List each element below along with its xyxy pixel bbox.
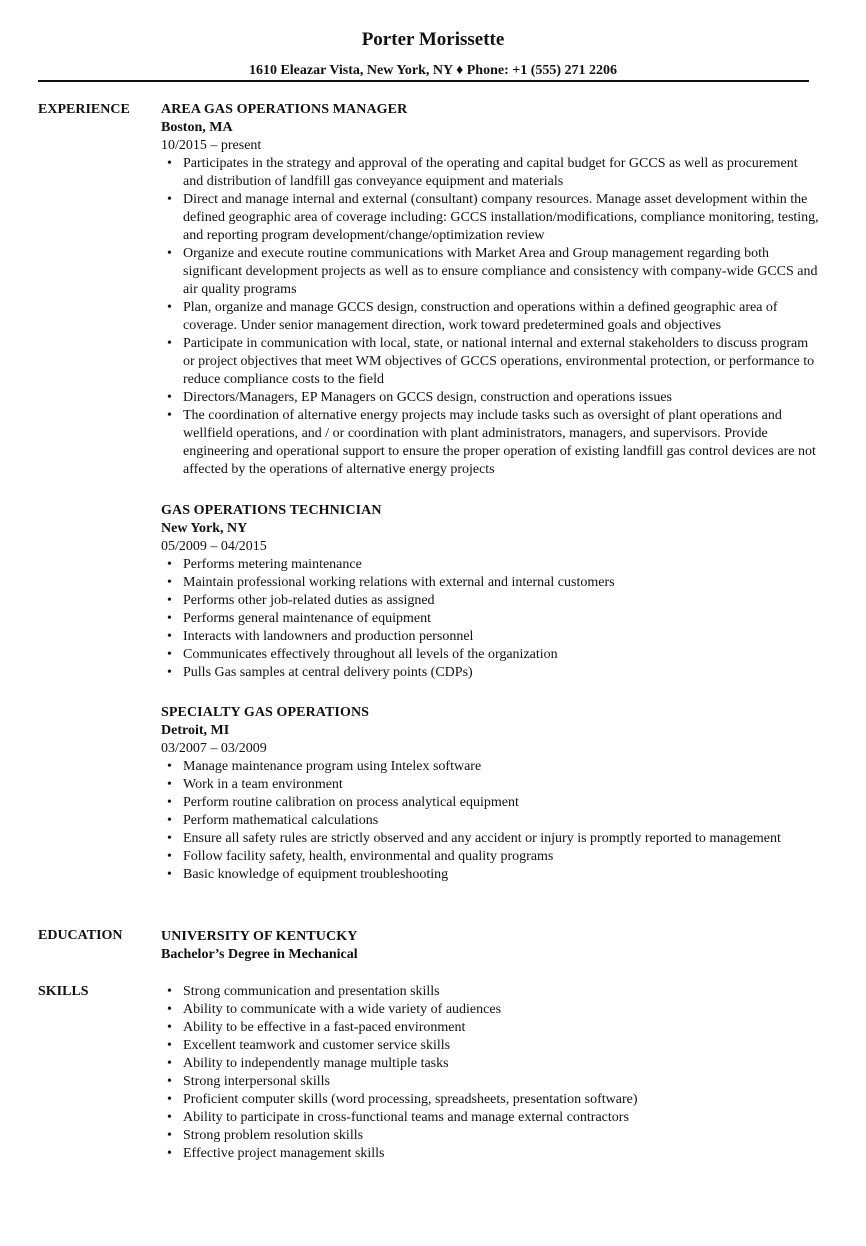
- bullet-item: • Participate in communication with local, state, or national internal and external stakeholders to discuss program or project objectives that meet WM objectives of GCCS operations, environmental protection, or performance to reduce compliance costs to the field: [161, 335, 821, 389]
- bullet-item: • Pulls Gas samples at central delivery points (CDPs): [161, 664, 821, 682]
- education-heading: EDUCATION: [38, 928, 123, 943]
- bullet-item: • Organize and execute routine communications with Market Area and Group management regarding both significant development projects as well as to ensure compliance and consistency with company-wide GCCS and air quality programs: [161, 245, 821, 299]
- job-bullets: [161, 556, 821, 682]
- skill-item: • Ability to be effective in a fast-paced environment: [161, 1019, 821, 1037]
- job-entry: [161, 502, 821, 682]
- bullet-item: • Performs general maintenance of equipment: [161, 610, 821, 628]
- contact-line: 1610 Eleazar Vista, New York, NY ♦ Phone: +1 (555) 271 2206: [248, 63, 618, 78]
- job-bullets: [161, 155, 821, 479]
- bullet-item: • Follow facility safety, health, environmental and quality programs: [161, 848, 821, 866]
- skill-item: • Proficient computer skills (word processing, spreadsheets, presentation software): [161, 1091, 821, 1109]
- skill-item: • Ability to communicate with a wide variety of audiences: [161, 1001, 821, 1019]
- skill-item: • Strong communication and presentation skills: [161, 983, 821, 1001]
- skills-heading: SKILLS: [38, 984, 89, 999]
- skill-item: • Excellent teamwork and customer service skills: [161, 1037, 821, 1055]
- bullet-item: • The coordination of alternative energy projects may include tasks such as oversight of plant operations and wellfield operations, and / or coordination with plant administrators, managers, and supervisors. Provide engineering and operational support to ensure the proper operation of existing landfill gas control devices are not affected by the operations of alternative energy projects: [161, 407, 821, 479]
- degree: Bachelor’s Degree in Mechanical: [161, 947, 358, 962]
- job-title: SPECIALTY GAS OPERATIONS: [161, 705, 370, 720]
- header-divider: [38, 80, 809, 82]
- bullet-item: • Participates in the strategy and approval of the operating and capital budget for GCCS as well as procurement and distribution of landfill gas conveyance equipment and materials: [161, 155, 821, 191]
- bullet-item: • Maintain professional working relations with external and internal customers: [161, 574, 821, 592]
- candidate-name: Porter Morissette: [361, 29, 505, 50]
- bullet-item: • Manage maintenance program using Intelex software: [161, 758, 821, 776]
- job-location: Detroit, MI: [161, 723, 230, 738]
- job-title: GAS OPERATIONS TECHNICIAN: [161, 503, 382, 518]
- skills-list: [161, 983, 821, 1163]
- bullet-item: • Basic knowledge of equipment troubleshooting: [161, 866, 821, 884]
- bullet-item: • Performs other job-related duties as assigned: [161, 592, 821, 610]
- job-dates: 03/2007 – 03/2009: [161, 741, 267, 756]
- bullet-item: • Communicates effectively throughout all levels of the organization: [161, 646, 821, 664]
- bullet-item: • Interacts with landowners and production personnel: [161, 628, 821, 646]
- skill-item: • Effective project management skills: [161, 1145, 821, 1163]
- education-entry: [161, 928, 821, 964]
- skill-item: • Ability to participate in cross-functional teams and manage external contractors: [161, 1109, 821, 1127]
- school-name: UNIVERSITY OF KENTUCKY: [161, 929, 358, 944]
- job-entry: [161, 704, 821, 884]
- job-dates: 10/2015 – present: [161, 138, 262, 153]
- job-title: AREA GAS OPERATIONS MANAGER: [161, 102, 408, 117]
- job-location: Boston, MA: [161, 120, 233, 135]
- job-bullets: [161, 758, 821, 884]
- job-entry: [161, 101, 821, 479]
- bullet-item: • Work in a team environment: [161, 776, 821, 794]
- bullet-item: • Ensure all safety rules are strictly observed and any accident or injury is promptly reported to management: [161, 830, 821, 848]
- skill-item: • Ability to independently manage multiple tasks: [161, 1055, 821, 1073]
- job-dates: 05/2009 – 04/2015: [161, 539, 267, 554]
- job-location: New York, NY: [161, 521, 248, 536]
- bullet-item: • Performs metering maintenance: [161, 556, 821, 574]
- skill-item: • Strong problem resolution skills: [161, 1127, 821, 1145]
- bullet-item: • Directors/Managers, EP Managers on GCCS design, construction and operations issues: [161, 389, 821, 407]
- bullet-item: • Plan, organize and manage GCCS design, construction and operations within a defined geographic area of coverage. Under senior management direction, work toward predetermined goals and objectives: [161, 299, 821, 335]
- experience-heading: EXPERIENCE: [38, 102, 130, 117]
- bullet-item: • Direct and manage internal and external (consultant) company resources. Manage asset development within the defined geographic area of coverage including: GCCS installation/modifications, compliance monitoring, testing, and reporting program development/change/optimization review: [161, 191, 821, 245]
- skills-list-block: [161, 983, 821, 1163]
- skill-item: • Strong interpersonal skills: [161, 1073, 821, 1091]
- bullet-item: • Perform routine calibration on process analytical equipment: [161, 794, 821, 812]
- bullet-item: • Perform mathematical calculations: [161, 812, 821, 830]
